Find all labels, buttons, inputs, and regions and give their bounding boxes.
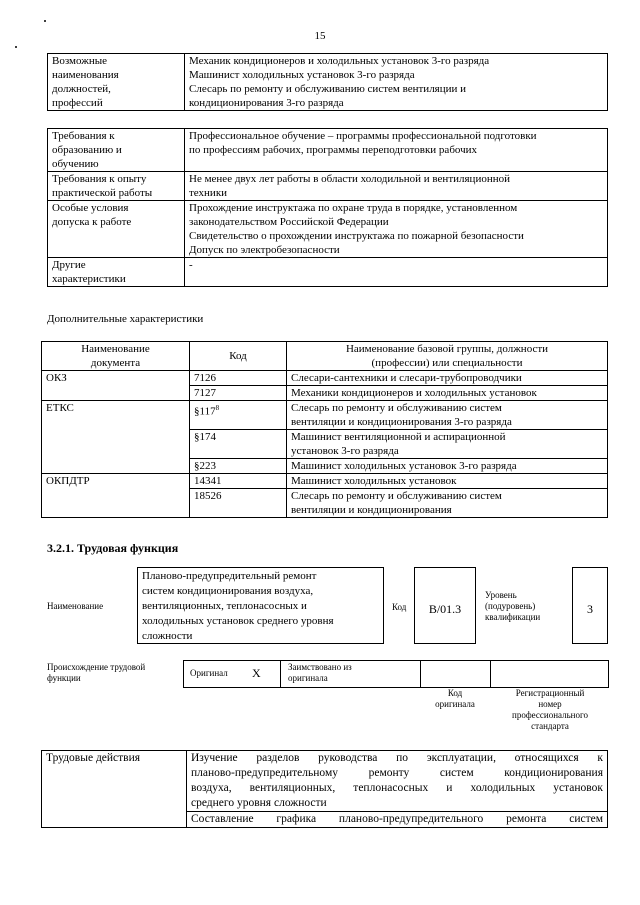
job-title: Механик кондиционеров и холодильных установок 3-го разряда (189, 55, 490, 67)
function-name-line: вентиляционных, теплонасосных и (142, 600, 307, 612)
original-label: Оригинал (190, 668, 228, 678)
table-header-row (42, 342, 608, 371)
job-title: Машинист холодильных установок 3-го разряда (189, 69, 415, 81)
origin-label-line: Происхождение трудовой (47, 662, 146, 672)
origin-label-line: функции (47, 673, 81, 683)
caption-line: Регистрационный (515, 688, 585, 698)
function-name-line: Планово-предупредительный ремонт (142, 570, 317, 582)
name-line: Машинист вентиляционной и аспирационной (291, 431, 506, 443)
name-cell: Машинист холодильных установок (287, 474, 608, 489)
label-line: Требования к опыту (52, 173, 147, 185)
code-label: Код (392, 602, 407, 612)
registration-number-caption (490, 688, 610, 732)
value-line: Прохождение инструктажа по охране труда в порядке, установленном (189, 202, 518, 214)
job-titles-values (185, 54, 608, 111)
requirement-label (48, 201, 185, 258)
value-line: Не менее двух лет работы в области холодильной и вентиляционной (189, 173, 510, 185)
document-okz: ОКЗ (42, 371, 190, 401)
job-titles-table (47, 53, 608, 111)
borrowed-line: Заимствовано из (288, 662, 352, 672)
origin-table (183, 660, 609, 688)
requirement-label (48, 258, 185, 287)
level-label-line: (подуровень) (485, 601, 536, 611)
borrowed-label (288, 662, 352, 684)
code-cell: 7126 (190, 371, 287, 386)
job-titles-label (48, 54, 185, 111)
label-line: обучению (52, 158, 99, 170)
code-cell (190, 401, 287, 430)
level-label-line: Уровень (485, 590, 517, 600)
function-name-line: систем кондиционирования воздуха, (142, 585, 314, 597)
page-number: 15 (314, 30, 326, 42)
qualification-level-box: 3 (572, 567, 608, 644)
name-label: Наименование (47, 601, 104, 611)
requirement-value (185, 258, 608, 287)
value-line: техники (189, 187, 228, 199)
label-line: должностей, (52, 83, 111, 95)
name-cell: Слесари-сантехники и слесари-трубопроводчики (287, 371, 608, 386)
labour-action (187, 812, 608, 828)
label-line: Другие (52, 259, 86, 271)
additional-characteristics-caption: Дополнительные характеристики (47, 313, 204, 325)
value-line: по профессиям рабочих, программы переподготовки рабочих (189, 144, 478, 156)
value-line: законодательством Российской Федерации (189, 216, 389, 228)
caption-line: номер (538, 699, 562, 709)
value-line: - (189, 259, 193, 271)
labour-actions-table (41, 750, 608, 828)
code-cell: 18526 (190, 489, 287, 518)
value-line: Профессиональное обучение – программы профессиональной подготовки (189, 130, 537, 142)
divider (420, 661, 421, 687)
column-header-name (287, 342, 608, 371)
name-line: Слесарь по ремонту и обслуживанию систем (291, 402, 502, 414)
action-line: среднего уровня сложности (191, 797, 327, 809)
document-okpdtr: ОКПДТР (42, 474, 190, 518)
table-row (48, 258, 608, 287)
label-line: Особые условия (52, 202, 129, 214)
code-text: §117 (194, 405, 216, 418)
table-row (42, 401, 608, 430)
table-row (42, 371, 608, 386)
original-mark: X (252, 666, 261, 680)
code-cell: 7127 (190, 386, 287, 401)
borrowed-line: оригинала (288, 673, 328, 683)
name-line: вентиляции и кондиционирования (291, 504, 452, 516)
table-row (42, 474, 608, 489)
margin-mark (44, 20, 46, 22)
header-line: Наименование базовой группы, должности (345, 343, 549, 355)
label-line: допуска к работе (52, 216, 132, 228)
level-label-line: квалификации (485, 612, 541, 622)
divider (280, 661, 281, 687)
job-title: Слесарь по ремонту и обслуживанию систем вентиляции и (189, 83, 467, 95)
origin-label (47, 662, 145, 684)
code-cell: 14341 (190, 474, 287, 489)
action-line: Составление графика планово-предупредительного ремонта систем (191, 813, 603, 825)
requirement-value (185, 129, 608, 172)
name-line: Слесарь по ремонту и обслуживанию систем (291, 490, 502, 502)
qualification-level-label (485, 590, 540, 623)
function-name-line: сложности (142, 630, 193, 642)
caption-line: оригинала (435, 699, 475, 709)
function-name-line: холодильных установок среднего уровня (142, 615, 334, 627)
name-line: вентиляции и кондиционирования 3-го разряда (291, 416, 512, 428)
code-cell: §223 (190, 459, 287, 474)
table-row (42, 751, 608, 812)
name-cell: Машинист холодильных установок 3-го разряда (287, 459, 608, 474)
requirement-label (48, 129, 185, 172)
label-line: характеристики (52, 273, 126, 285)
requirement-label (48, 172, 185, 201)
document-etks: ЕТКС (42, 401, 190, 474)
label-line: практической работы (52, 187, 153, 199)
action-line: воздуха, вентиляционных, теплонасосных и холодильных установок (191, 782, 603, 794)
labour-action (187, 751, 608, 812)
name-cell: Механики кондиционеров и холодильных установок (287, 386, 608, 401)
name-cell (287, 401, 608, 430)
footnote-mark: 8 (215, 404, 220, 412)
action-line: Изучение разделов руководства по эксплуатации, относящихся к (191, 752, 603, 764)
caption-line: стандарта (531, 721, 569, 731)
function-code-box: B/01.3 (414, 567, 476, 644)
value-line: Допуск по электробезопасности (189, 244, 340, 256)
labour-actions-label: Трудовые действия (42, 751, 187, 828)
divider (490, 661, 491, 687)
caption-line: Код (447, 688, 463, 698)
name-cell (287, 430, 608, 459)
requirement-value (185, 201, 608, 258)
code-cell: §174 (190, 430, 287, 459)
job-title: кондиционирования 3-го разряда (189, 97, 344, 109)
caption-line: профессионального (512, 710, 588, 720)
label-line: профессий (52, 97, 103, 109)
section-heading: 3.2.1. Трудовая функция (47, 541, 179, 555)
table-row (48, 129, 608, 172)
value-line: Свидетельство о прохождении инструктажа по пожарной безопасности (189, 230, 524, 242)
label-line: Требования к (52, 130, 115, 142)
column-header-code: Код (190, 342, 287, 371)
margin-mark (15, 46, 17, 48)
label-line: Возможные (52, 55, 107, 67)
header-line: документа (90, 357, 141, 369)
label-line: образованию и (52, 144, 122, 156)
additional-characteristics-table (41, 341, 608, 518)
action-line: планово-предупредительному ремонту систем кондиционирования (191, 767, 603, 779)
column-header-document (42, 342, 190, 371)
requirements-table (47, 128, 608, 287)
table-row (48, 201, 608, 258)
name-cell (287, 489, 608, 518)
header-line: (профессии) или специальности (371, 357, 523, 369)
function-name-box (137, 567, 384, 644)
label-line: наименования (52, 69, 119, 81)
table-row (48, 172, 608, 201)
header-line: Наименование (81, 343, 150, 355)
original-code-caption (419, 688, 491, 710)
requirement-value (185, 172, 608, 201)
name-line: установок 3-го разряда (291, 445, 399, 457)
